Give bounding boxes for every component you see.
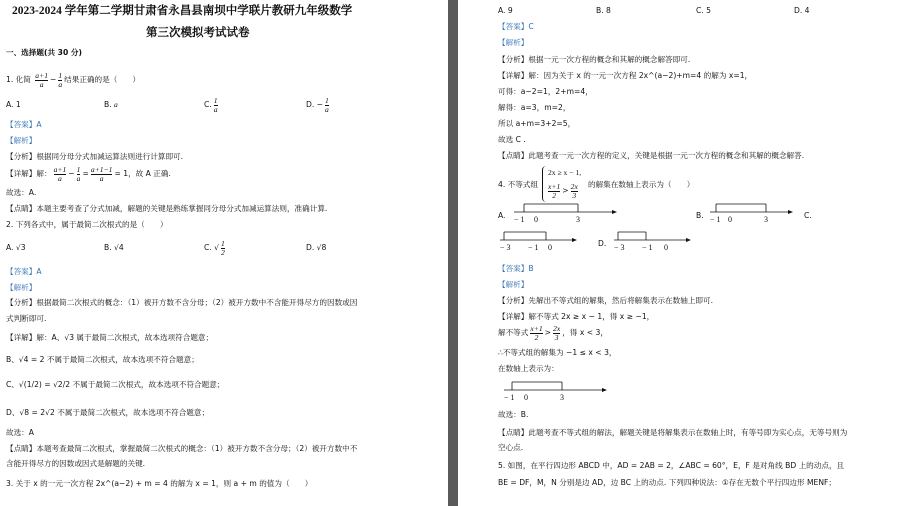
q1-option-b: B. a [104,100,118,109]
q2-stem: 2. 下列各式中，属于最简二次根式的是（ ） [6,220,168,229]
q3-stem: 3. 关于 x 的一元一次方程 2x^(a−2) + m = 4 的解为 x = 1，则 a + m 的值为（ ） [6,479,313,488]
q4-answer: 【答案】B [498,264,534,273]
doc-title-line1: 2023-2024 学年第二学期甘肃省永昌县南坝中学联片教研九年级数学 [12,5,353,17]
nl-a-label-0: 0 [534,215,538,224]
page-gap [448,0,458,506]
q3-analysis-tag: 【解析】 [498,38,529,47]
q3-option-b: B. 8 [596,6,611,15]
q4-suffix: 的解集在数轴上表示为（ ） [588,180,695,189]
nl-d-label-0: 0 [664,243,668,252]
q1-xiangjie: 【详解】解： $\frac{a+1}{a}$ − $\frac{1}{a}$ = $\frac{a+1-1}{a}$ = 1，故 A 正确. [6,164,171,183]
q2-detail-b: B、√4 = 2 不属于最简二次根式，故本选项不符合题意； [6,355,199,364]
q1-dianjing: 【点睛】本题主要考查了分式加减，解题的关键是熟练掌握同分母分式加减运算法则，准确计算. [6,204,328,213]
q4-prefix: 4. 不等式组 [498,180,539,189]
q4-option-d: D. [598,239,607,248]
left-page [0,0,448,506]
q2-xiangjie: 【详解】解：A、√3 属于最简二次根式，故本选项符合题意； [6,333,214,342]
nl-sol-label-3: 3 [560,393,564,402]
q1-answer: 【答案】A [6,120,42,129]
q1-option-a: A. 1 [6,100,21,109]
q1-fenxi: 【分析】根据同分母分式加减运算法则进行计算即可. [6,152,184,161]
q3-option-c: C. 5 [696,6,711,15]
q3-conclusion: 故选 C . [498,135,526,144]
q2-answer: 【答案】A [6,267,42,276]
nl-c-label-neg1: − 1 [528,243,539,252]
q1-stem: 1. 化简 $\frac{a+1}{a}$ − $\frac{1}{a}$ 结果正确的是（ ） [6,70,141,89]
q3-step-1: 可得：a−2=1，2+m=4， [498,87,593,96]
q2-option-d: D. √8 [306,243,327,252]
q4-option-b-number-line [708,200,808,226]
q4-option-b: B. [696,211,704,220]
nl-c-label-0: 0 [548,243,552,252]
doc-title-line2: 第三次模拟考试试卷 [146,27,250,39]
q1-option-d: D. − $\frac{1}{a}$ [306,95,329,114]
nl-d-label-neg3: − 3 [614,243,625,252]
q4-analysis-tag: 【解析】 [498,280,529,289]
q3-fenxi: 【分析】根据一元一次方程的概念和其解的概念解答即可. [498,55,691,64]
q2-dianjing-line1: 【点睛】本题考查最简二次根式，掌握最简二次根式的概念：（1）被开方数不含分母；（2）被开方数中不 [6,444,358,453]
q4-conclusion: 故选：B. [498,410,529,419]
q5-stem-line2: BE = DF，M，N 分别是边 AD，边 BC 上的动点. 下列四种说法：①存在无数个平行四边形 MENF； [498,478,836,487]
nl-a-label-neg1: − 1 [514,215,525,224]
q4-option-c: C. [804,211,812,220]
nl-b-label-neg1: − 1 [710,215,721,224]
q3-dianjing: 【点睛】此题考查一元一次方程的定义，关键是根据一元一次方程的概念和其解的概念解答. [498,151,805,160]
q3-step-2: 解得：a=3，m=2， [498,103,571,112]
q3-step-3: 所以 a+m=3+2=5， [498,119,576,128]
q5-stem-line1: 5. 如图，在平行四边形 ABCD 中，AD = 2AB = 2，∠ABC = 60°，E，F 是对角线 BD 上的动点，且 [498,461,845,470]
q3-xiangjie: 【详解】解：因为关于 x 的一元一次方程 2x^(a−2)+m=4 的解为 x=1， [498,71,753,80]
q4-fenxi: 【分析】先解出不等式组的解集，然后将解集表示在数轴上即可. [498,296,714,305]
right-page [458,0,900,506]
q1-analysis-tag: 【解析】 [6,136,37,145]
q4-xiangjie-4: 在数轴上表示为： [498,364,559,373]
nl-sol-label-0: 0 [524,393,528,402]
q2-detail-c: C、√(1/2) = √2/2 不属于最简二次根式，故本选项不符合题意； [6,380,225,389]
nl-b-label-0: 0 [728,215,732,224]
q2-detail-d: D、√8 = 2√2 不属于最简二次根式，故本选项不符合题意； [6,408,210,417]
q3-answer: 【答案】C [498,22,534,31]
q4-option-a: A. [498,211,506,220]
section-heading: 一、选择题(共 30 分) [6,48,82,57]
q1-conclusion: 故选：A. [6,188,37,197]
q2-analysis-tag: 【解析】 [6,283,37,292]
q2-fenxi-line2: 式判断即可. [6,314,47,323]
nl-b-label-3: 3 [764,215,768,224]
q4-solution-number-line [502,378,612,404]
nl-a-label-3: 3 [576,215,580,224]
q4-xiangjie-1: 【详解】解不等式 2x ≥ x − 1，得 x ≥ −1， [498,312,655,321]
q2-conclusion: 故选：A [6,428,34,437]
q4-dianjing-line1: 【点睛】此题考查不等式组的解法，解题关键是将解集表示在数轴上时，有等号即为实心点，无等号则为 [498,428,848,437]
q4-option-c-number-line [498,228,588,254]
q2-option-c: C. √ $\frac{1}{2}$ [204,238,225,257]
q4-ineq-2: $\frac{x+1}{2}$ > $\frac{2x}{3}$ [548,181,578,200]
q4-dianjing-line2: 空心点. [498,443,524,452]
q4-ineq-1: 2x ≥ x − 1, [548,168,582,177]
q4-option-a-number-line [512,200,622,226]
q3-option-d: D. 4 [794,6,810,15]
q4-xiangjie-2: 解不等式 $\frac{x+1}{2}$ > $\frac{2x}{3}$ ，得 x < 3， [498,323,608,342]
q1-option-c: C. $\frac{1}{a}$ [204,95,218,114]
q2-option-b: B. √4 [104,243,124,252]
q4-option-d-number-line [612,228,702,254]
nl-d-label-neg1: − 1 [642,243,653,252]
q3-option-a: A. 9 [498,6,513,15]
q2-dianjing-line2: 含能开得尽方的因数或因式是解题的关键. [6,459,146,468]
q4-xiangjie-3: ∴不等式组的解集为 −1 ≤ x < 3， [498,348,617,357]
nl-sol-label-neg1: − 1 [504,393,515,402]
q2-fenxi-line1: 【分析】根据最简二次根式的概念：（1）被开方数不含分母；（2）被开方数中不含能开得尽方的因数或因 [6,298,358,307]
q2-option-a: A. √3 [6,243,26,252]
nl-c-label-neg3: − 3 [500,243,511,252]
